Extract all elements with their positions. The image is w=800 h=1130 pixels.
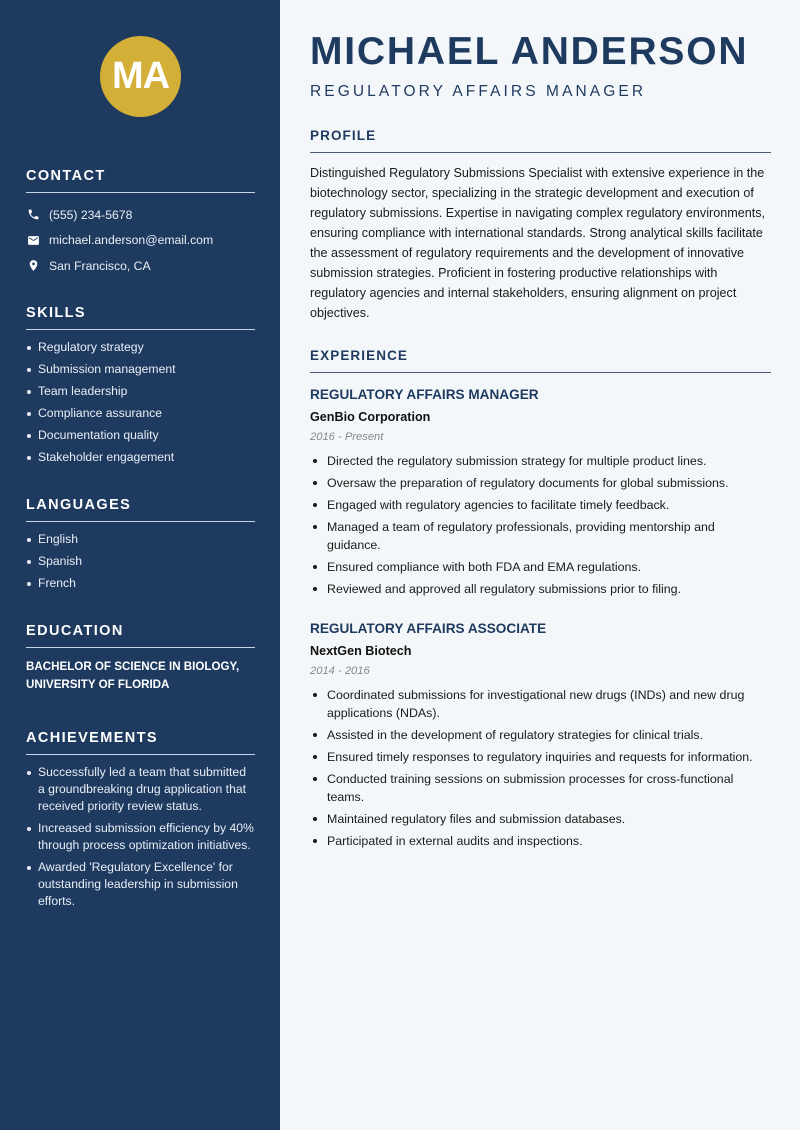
languages-section [26, 497, 255, 597]
job-bullet: Participated in external audits and inspections. [310, 832, 771, 850]
experience-section [310, 348, 771, 373]
achievement-item: Awarded 'Regulatory Excellence' for outstanding leadership in submission efforts. [26, 859, 255, 910]
job-bullet: Engaged with regulatory agencies to facilitate timely feedback. [310, 496, 771, 514]
contact-email [26, 228, 255, 254]
phone-icon [26, 208, 40, 222]
job-bullet: Reviewed and approved all regulatory submissions prior to filing. [310, 580, 771, 598]
achievement-item: Increased submission efficiency by 40% through process optimization initiatives. [26, 820, 255, 854]
contact-location-text: San Francisco, CA [49, 258, 151, 273]
skills-list [26, 339, 255, 466]
job-bullets [310, 452, 771, 598]
job-bullet: Ensured timely responses to regulatory inquiries and requests for information. [310, 748, 771, 766]
job-bullets [310, 686, 771, 850]
contact-phone [26, 202, 255, 228]
contact-email-text: michael.anderson@email.com [49, 233, 214, 248]
location-pin-icon [26, 259, 40, 273]
contact-heading: CONTACT [26, 168, 255, 193]
language-item: Spanish [26, 553, 255, 570]
skill-item: Regulatory strategy [26, 339, 255, 356]
job-bullet: Assisted in the development of regulatory strategies for clinical trials. [310, 726, 771, 744]
job-title: REGULATORY AFFAIRS MANAGER [310, 387, 539, 402]
sidebar [0, 0, 280, 1130]
job-title: REGULATORY AFFAIRS ASSOCIATE [310, 621, 547, 636]
education-heading: EDUCATION [26, 623, 255, 648]
job-bullet: Conducted training sessions on submission processes for cross-functional teams. [310, 770, 771, 806]
skill-item: Submission management [26, 361, 255, 378]
email-icon [26, 233, 40, 247]
job-entry [310, 620, 771, 854]
achievements-heading: ACHIEVEMENTS [26, 730, 255, 755]
job-entry [310, 386, 771, 602]
languages-list [26, 531, 255, 592]
languages-heading: LANGUAGES [26, 497, 255, 522]
job-dates: 2014 - 2016 [310, 665, 370, 677]
contact-phone-text: (555) 234-5678 [49, 207, 133, 222]
contact-list [26, 202, 255, 279]
job-dates: 2016 - Present [310, 431, 384, 443]
avatar-initials: MA [100, 36, 181, 117]
contact-section [26, 168, 255, 279]
profile-summary: Distinguished Regulatory Submissions Specialist with extensive experience in the biotechnology sector, specializing in the strategic development and execution of regulatory submissions. Expertise in navigating complex regulatory environments, ensuring compliance with international standards. Strong analytical skills facilitate the assessment of regulatory requirements and the development of innovative submission strategies. Proficient in fostering productive relationships with regulatory agencies and internal stakeholders, ensuring alignment on project objectives. [310, 166, 765, 320]
skills-heading: SKILLS [26, 305, 255, 330]
job-bullet: Coordinated submissions for investigational new drugs (INDs) and new drug applications (NDAs). [310, 686, 771, 722]
experience-heading: EXPERIENCE [310, 348, 771, 373]
skills-section [26, 305, 255, 471]
job-bullet: Oversaw the preparation of regulatory documents for global submissions. [310, 474, 771, 492]
skill-item: Compliance assurance [26, 405, 255, 422]
skill-item: Documentation quality [26, 427, 255, 444]
candidate-name: MICHAEL ANDERSON [310, 30, 749, 73]
profile-section [310, 128, 771, 323]
contact-location [26, 253, 255, 279]
achievements-list [26, 764, 255, 910]
job-company: NextGen Biotech [310, 644, 412, 658]
job-company: GenBio Corporation [310, 410, 431, 424]
education-section [26, 623, 255, 694]
skill-item: Team leadership [26, 383, 255, 400]
achievement-item: Successfully led a team that submitted a groundbreaking drug application that received priority review status. [26, 764, 255, 815]
language-item: French [26, 575, 255, 592]
job-bullet: Ensured compliance with both FDA and EMA regulations. [310, 558, 771, 576]
education-degree: BACHELOR OF SCIENCE IN BIOLOGY, UNIVERSITY OF FLORIDA [26, 660, 240, 691]
achievements-section [26, 730, 255, 915]
job-bullet: Maintained regulatory files and submission databases. [310, 810, 771, 828]
language-item: English [26, 531, 255, 548]
job-bullet: Directed the regulatory submission strategy for multiple product lines. [310, 452, 771, 470]
skill-item: Stakeholder engagement [26, 449, 255, 466]
profile-heading: PROFILE [310, 128, 771, 153]
candidate-title: REGULATORY AFFAIRS MANAGER [310, 83, 647, 100]
job-bullet: Managed a team of regulatory professionals, providing mentorship and guidance. [310, 518, 771, 554]
